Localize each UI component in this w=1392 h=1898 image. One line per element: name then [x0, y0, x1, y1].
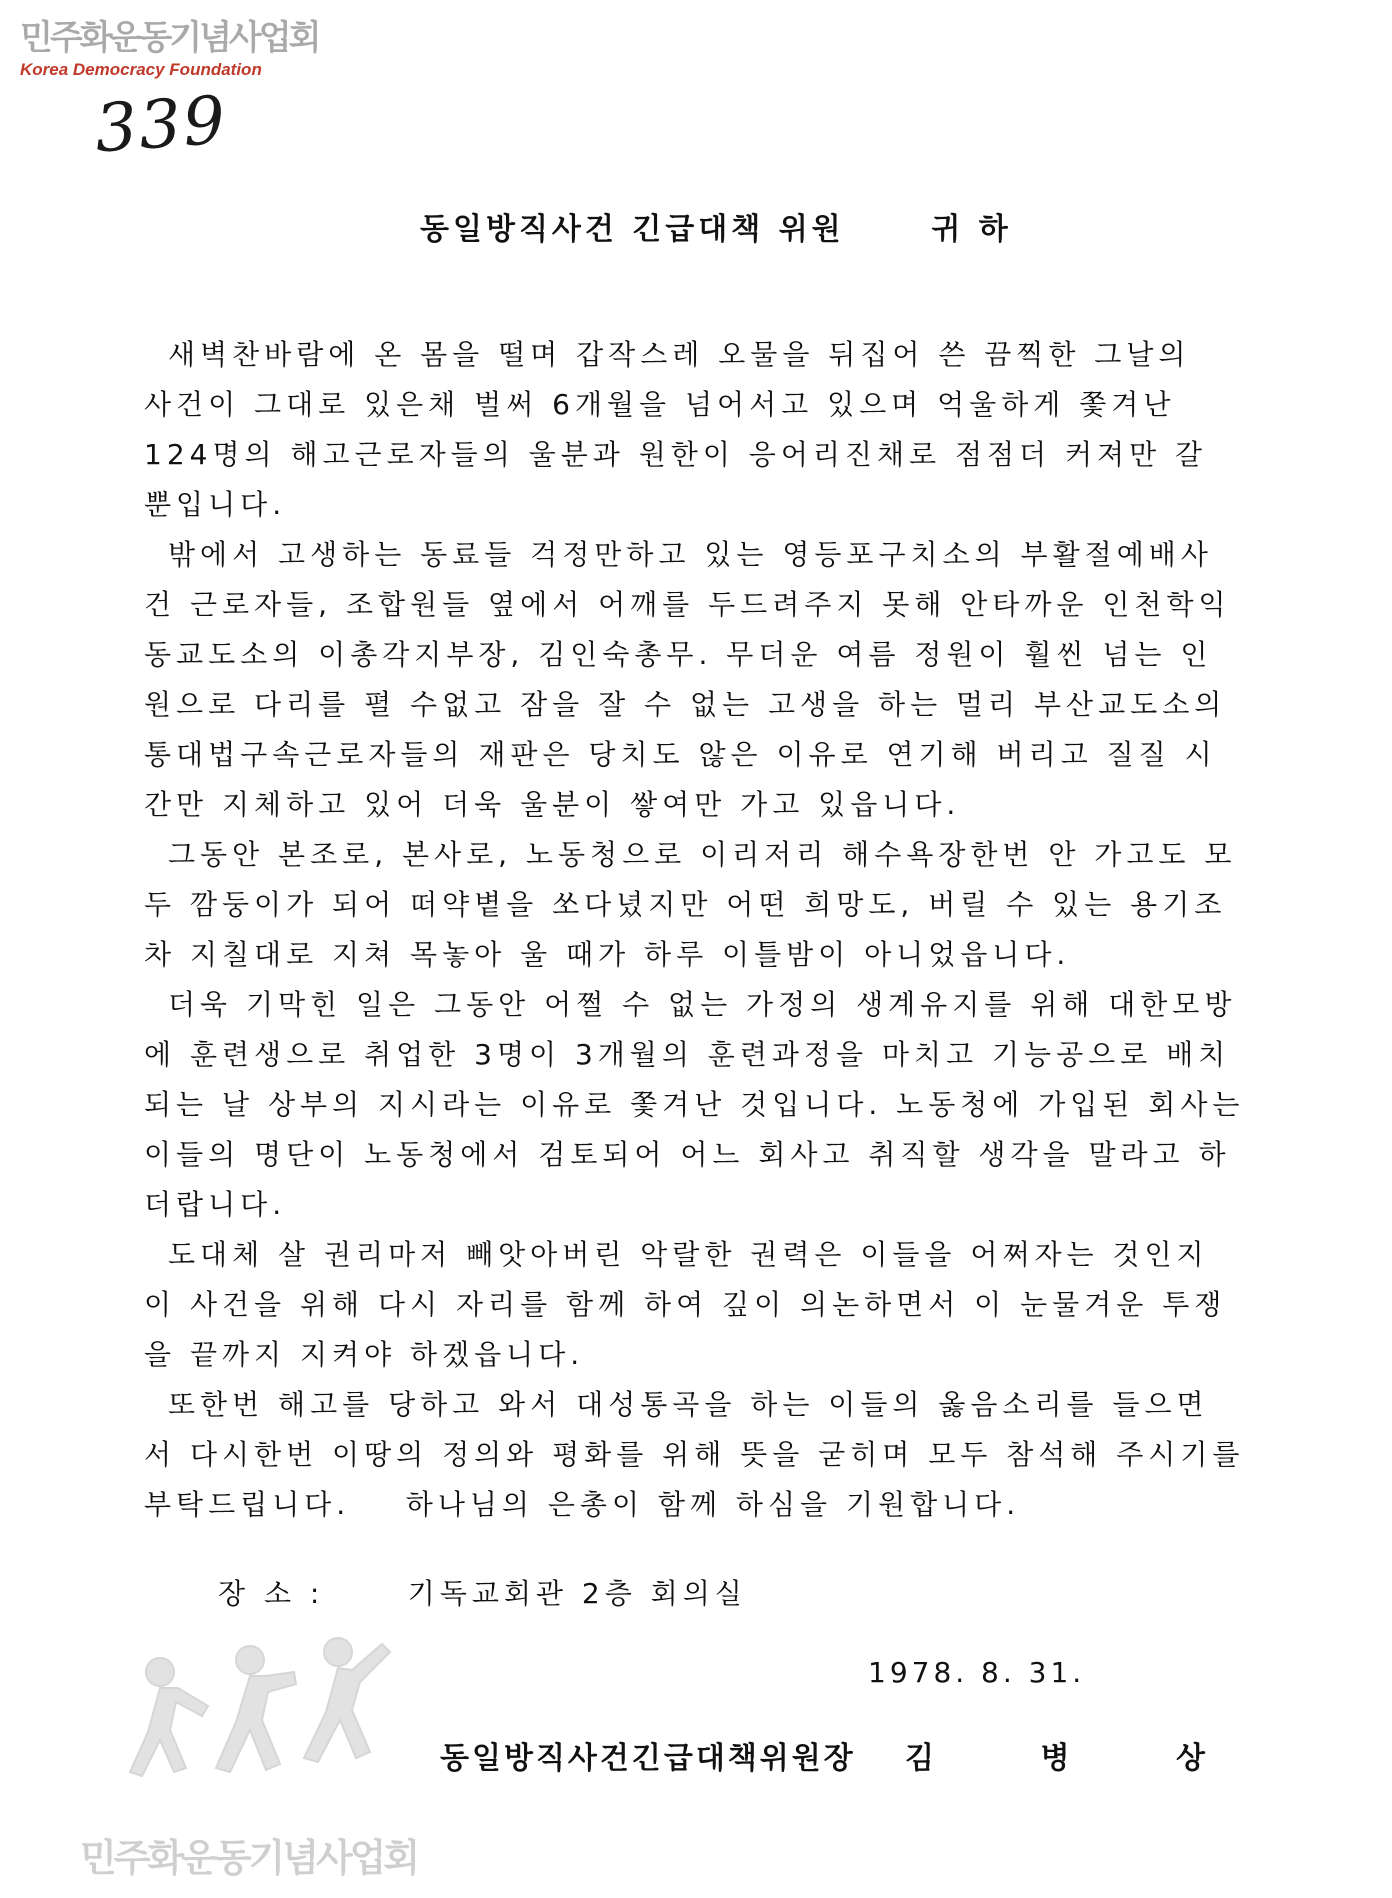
body-line: 에 훈련생으로 취업한 3명이 3개월의 훈련과정을 마치고 기능공으로 배치	[144, 1038, 1231, 1071]
body-line: 더랍니다.	[144, 1188, 287, 1221]
body-line: 차 지칠대로 지쳐 목놓아 울 때가 하루 이틀밤이 아니었읍니다.	[144, 938, 1071, 971]
signer-title: 동일방직사건긴급대책위원장	[440, 1741, 856, 1776]
document-title: 동일방직사건 긴급대책 위원 귀 하	[420, 212, 1012, 247]
body-line: 이 사건을 위해 다시 자리를 함께 하여 깊이 의논하면서 이 눈물겨운 투쟁	[144, 1288, 1227, 1321]
paragraph-6	[144, 1380, 1245, 1530]
body-line: 통대법구속근로자들의 재판은 당치도 않은 이유로 연기해 버리고 질질 시	[144, 738, 1217, 771]
signer-name-char: 병	[1040, 1741, 1070, 1776]
paragraph-2	[144, 530, 1231, 830]
body-line: 밖에서 고생하는 동료들 걱정만하고 있는 영등포구치소의 부활절예배사	[168, 538, 1213, 571]
paragraph-1	[144, 330, 1228, 530]
place-value: 기독교회관 2층 회의실	[407, 1577, 747, 1610]
paragraph-3	[144, 830, 1237, 980]
watermark-figures-icon	[90, 1612, 410, 1812]
body-line: 서 다시한번 이땅의 정의와 평화를 위해 뜻을 굳히며 모두 참석해 주시기를	[144, 1438, 1245, 1471]
signer-name	[905, 1733, 1205, 1777]
body-line: 되는 날 상부의 지시라는 이유로 쫓겨난 것입니다. 노동청에 가입된 회사는	[144, 1088, 1245, 1121]
body-line: 124명의 해고근로자들의 울분과 원한이 응어리진채로 점점더 커져만 갈	[144, 438, 1208, 471]
body-line: 뿐입니다.	[144, 488, 287, 521]
body-line: 건 근로자들, 조합원들 옆에서 어깨를 두드려주지 못해 안타까운 인천학익	[144, 588, 1231, 621]
letter-body	[144, 330, 1245, 1530]
signer-name-char: 상	[1176, 1741, 1205, 1776]
body-line: 동교도소의 이총각지부장, 김인숙총무. 무더운 여름 정원이 훨씬 넘는 인	[144, 638, 1213, 671]
body-line: 사건이 그대로 있은채 벌써 6개월을 넘어서고 있으며 억울하게 쫓겨난	[144, 388, 1176, 421]
watermark-org-english: Korea Democracy Foundation	[20, 60, 262, 79]
body-line: 또한번 해고를 당하고 와서 대성통곡을 하는 이들의 옳음소리를 들으면	[168, 1388, 1209, 1421]
body-line: 그동안 본조로, 본사로, 노동청으로 이리저리 해수욕장한번 안 가고도 모	[168, 838, 1237, 871]
paragraph-4	[144, 980, 1245, 1230]
watermark-top	[20, 18, 318, 80]
body-line: 부탁드립니다. 하나님의 은총이 함께 하심을 기원합니다.	[144, 1488, 1021, 1521]
watermark-org-korean-bottom: 민주화운동기념사업회	[80, 1836, 418, 1880]
body-line: 두 깜둥이가 되어 떠약볕을 쏘다녔지만 어떤 희망도, 버릴 수 있는 용기조	[144, 888, 1227, 921]
page-number: 339	[92, 81, 230, 168]
body-line: 더욱 기막힌 일은 그동안 어쩔 수 없는 가정의 생계유지를 위해 대한모방	[168, 988, 1237, 1021]
body-line: 이들의 명단이 노동청에서 검토되어 어느 회사고 취직할 생각을 말라고 하	[144, 1138, 1231, 1171]
body-line: 간만 지체하고 있어 더욱 울분이 쌓여만 가고 있읍니다.	[144, 788, 961, 821]
meeting-place	[218, 1572, 747, 1612]
paragraph-5	[144, 1230, 1228, 1380]
body-line: 도대체 살 권리마저 빼앗아버린 악랄한 권력은 이들을 어쩌자는 것인지	[168, 1238, 1209, 1271]
signer-name-char: 김	[905, 1741, 934, 1776]
body-line: 새벽찬바람에 온 몸을 떨며 갑작스레 오물을 뒤집어 쓴 끔찍한 그날의	[168, 338, 1191, 371]
body-line: 원으로 다리를 펼 수없고 잠을 잘 수 없는 고생을 하는 멀리 부산교도소의	[144, 688, 1227, 721]
watermark-bottom	[70, 1612, 418, 1892]
watermark-org-korean: 민주화운동기념사업회	[20, 18, 319, 58]
letter-date: 1978. 8. 31.	[868, 1656, 1086, 1689]
body-line: 을 끝까지 지켜야 하겠읍니다.	[144, 1338, 585, 1371]
place-label: 장 소 :	[218, 1577, 325, 1610]
